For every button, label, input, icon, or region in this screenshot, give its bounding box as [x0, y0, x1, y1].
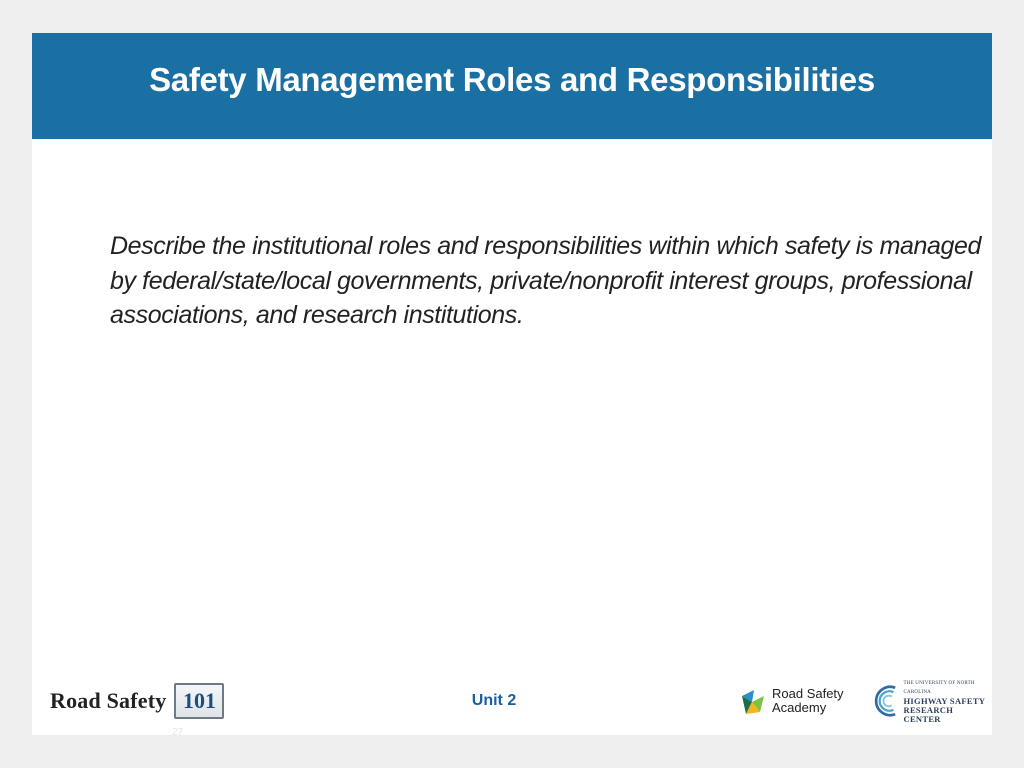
road-safety-101-logo-word: Road Safety	[50, 688, 167, 713]
slide-title: Safety Management Roles and Responsibilities	[149, 61, 875, 98]
road-safety-101-logo-badge: 101	[174, 683, 224, 719]
road-safety-academy-logo	[740, 683, 844, 719]
hsrc-line2: HIGHWAY SAFETY	[903, 695, 986, 706]
hsrc-logo	[874, 680, 992, 724]
road-safety-academy-icon	[740, 686, 766, 716]
road-safety-academy-line1: Road Safety	[772, 686, 844, 701]
slide-body-text: Describe the institutional roles and responsibilities within which safety is managed by federal/state/local governments, private/nonprofit interest groups, professional associations, and research institutions.	[110, 232, 982, 329]
road-safety-101-logo	[50, 681, 224, 721]
road-safety-academy-line2: Academy	[772, 700, 827, 715]
slide	[32, 33, 992, 738]
page-number: 27	[172, 727, 184, 738]
hsrc-swirl-icon	[874, 682, 901, 720]
hsrc-line1: THE UNIVERSITY OF NORTH CAROLINA	[903, 680, 975, 695]
unit-label: Unit 2	[471, 692, 517, 709]
hsrc-line3: RESEARCH CENTER	[903, 704, 954, 724]
title-bar	[32, 33, 992, 139]
